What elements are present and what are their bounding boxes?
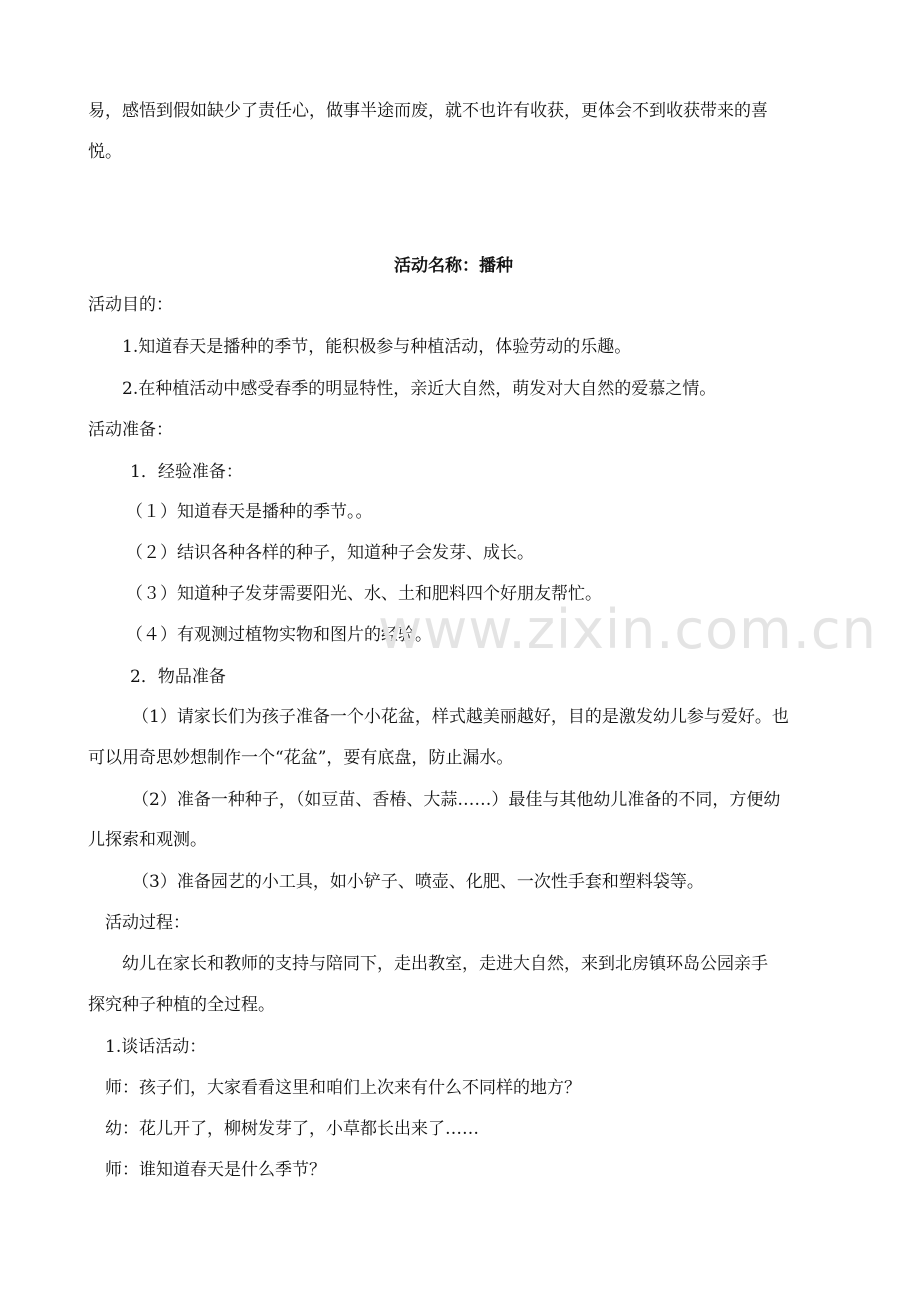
process-intro-line-1: 幼儿在家长和教师的支持与陪同下，走出教室，走进大自然，来到北房镇环岛公园亲手 [122, 954, 768, 974]
dialogue-line-3: 师：谁知道春天是什么季节？ [105, 1160, 326, 1180]
experience-heading: 1．经验准备： [130, 462, 243, 482]
materials-heading: 2．物品准备 [130, 667, 226, 687]
goal-item-1: 1.知道春天是播种的季节，能积极参与种植活动，体验劳动的乐趣。 [122, 337, 632, 357]
experience-item-3: （３）知道种子发芽需要阳光、水、土和肥料四个好朋友帮忙。 [126, 584, 602, 604]
talk-heading: 1.谈话活动： [105, 1037, 207, 1057]
materials-item-1-line-2: 可以用奇思妙想制作一个“花盆”，要有底盘，防止漏水。 [88, 748, 514, 768]
materials-item-1-line-1: （1）请家长们为孩子准备一个小花盆，样式越美丽越好，目的是激发幼儿参与爱好。也 [132, 707, 789, 727]
dialogue-line-1: 师：孩子们，大家看看这里和咱们上次来有什么不同样的地方？ [105, 1078, 581, 1098]
intro-line-2: 悦。 [88, 142, 122, 162]
process-intro-line-2: 探究种子种植的全过程。 [88, 995, 275, 1015]
preparation-heading: 活动准备： [88, 420, 173, 440]
intro-line-1: 易，感悟到假如缺少了责任心，做事半途而废，就不也许有收获，更体会不到收获带来的喜 [88, 101, 768, 121]
goals-heading: 活动目的： [88, 295, 173, 315]
activity-title: 活动名称：播种 [394, 256, 513, 276]
materials-item-2-line-2: 儿探索和观测。 [88, 830, 207, 850]
process-heading: 活动过程： [105, 913, 190, 933]
materials-item-2-line-1: （2）准备一种种子，（如豆苗、香椿、大蒜……）最佳与其他幼儿准备的不同，方便幼 [132, 790, 781, 810]
watermark: www.zixin.com.cn [378, 598, 877, 661]
materials-item-3: （3）准备园艺的小工具，如小铲子、喷壶、化肥、一次性手套和塑料袋等。 [132, 872, 704, 892]
experience-item-4: （４）有观测过植物实物和图片的经验。 [126, 625, 432, 645]
dialogue-line-2: 幼：花儿开了，柳树发芽了，小草都长出来了…… [105, 1119, 479, 1139]
experience-item-1: （１）知道春天是播种的季节。。 [126, 502, 373, 522]
goal-item-2: 2.在种植活动中感受春季的明显特性，亲近大自然，萌发对大自然的爱慕之情。 [122, 379, 717, 399]
experience-item-2: （２）结识各种各样的种子，知道种子会发芽、成长。 [126, 543, 534, 563]
